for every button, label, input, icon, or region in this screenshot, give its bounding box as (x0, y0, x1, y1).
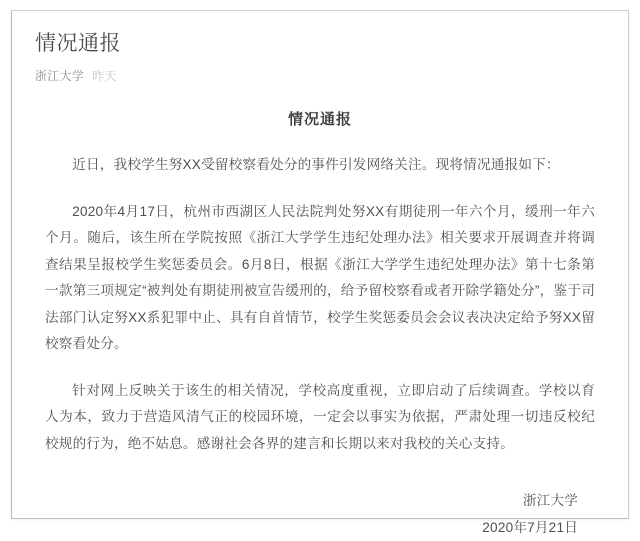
byline-time: 昨天 (92, 69, 117, 83)
article-paragraph: 近日，我校学生努XX受留校察看处分的事件引发网络关注。现将情况通报如下： (72, 157, 560, 172)
article-body (34, 109, 606, 541)
signature-date: 2020年7月21日 (482, 520, 578, 535)
article-paragraphs (34, 152, 606, 541)
signature-organization: 浙江大学 (522, 493, 578, 508)
byline (35, 68, 606, 85)
page-title: 情况通报 (35, 32, 121, 55)
article-card (11, 10, 629, 535)
article-card-inner (12, 11, 628, 535)
article-paragraph: 针对网上反映关于该生的相关情况，学校高度重视，立即启动了后续调查。学校以育人为本，致力于营造风清气正的校园环境，一定会以事实为依据，严肃处理一切违反校纪校规的行为，绝不姑息。感谢社会各界的建言和长期以来对我校的关心支持。 (45, 382, 595, 451)
article-title: 情况通报 (287, 111, 352, 128)
byline-source[interactable]: 浙江大学 (35, 69, 85, 83)
article-paragraph: 2020年4月17日，杭州市西湖区人民法院判处努XX有期徒刑一年六个月，缓刑一年六个月。随后，该生所在学院按照《浙江大学学生违纪处理办法》相关要求开展调查并将调查结果呈报校学生奖惩委员会。6月8日，根据《浙江大学学生违纪处理办法》第十七条第一款第三项规定“被判处有期徒刑被宣告缓刑的，给予留校察看或者开除学籍处分”，鉴于司法部门认定努XX系犯罪中止、具有自首情节，校学生奖惩委员会会议表决决定给予努XX留校察看处分。 (45, 203, 595, 351)
article-header (34, 29, 606, 85)
